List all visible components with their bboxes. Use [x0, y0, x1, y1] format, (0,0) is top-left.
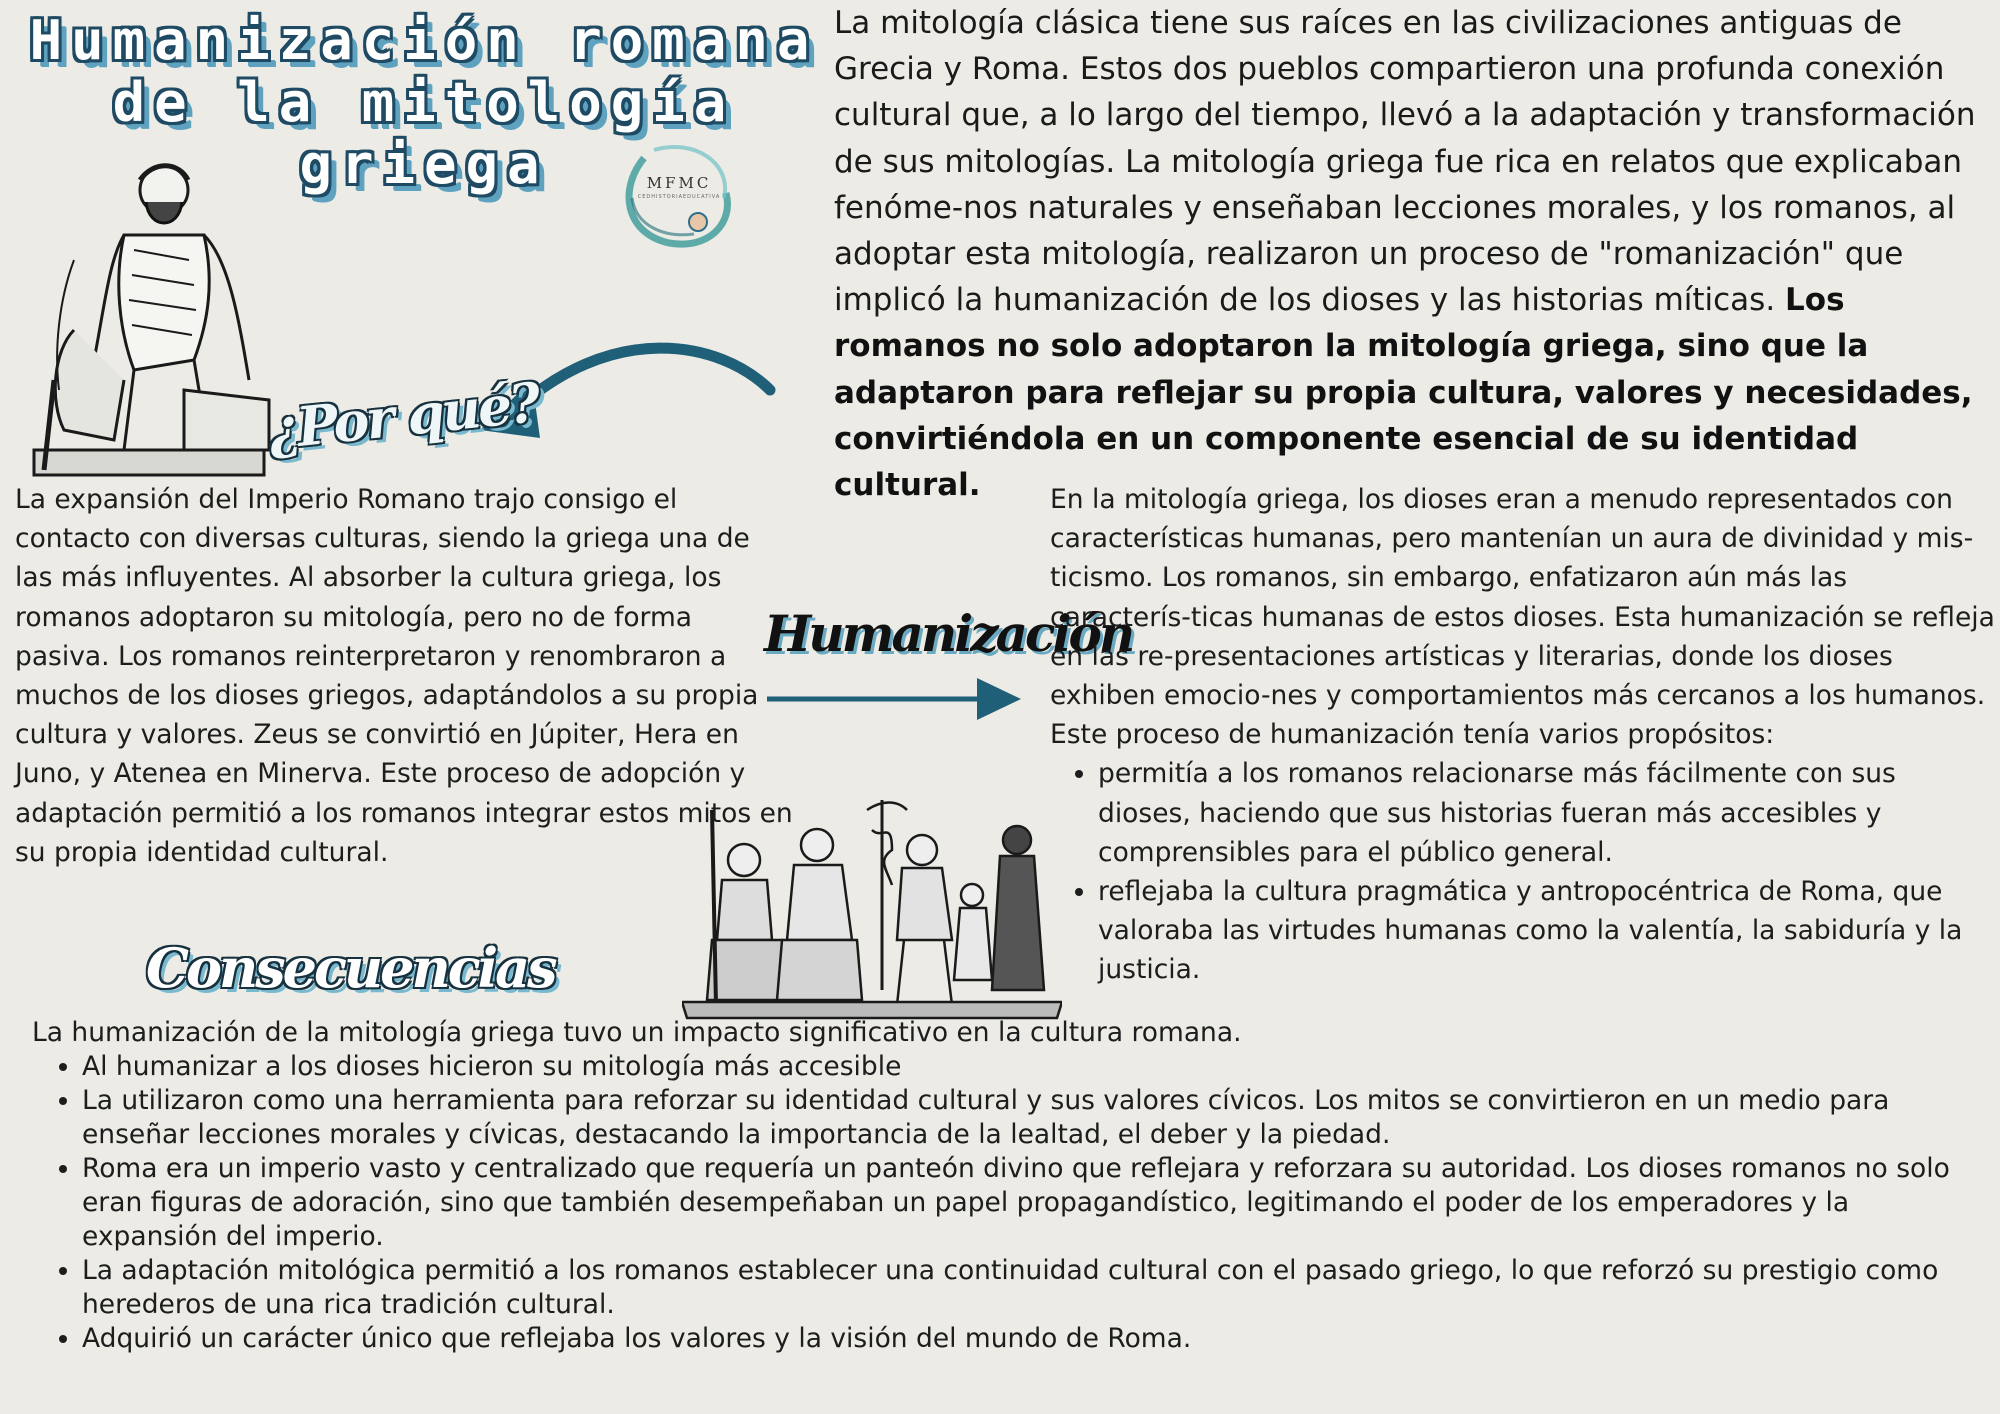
list-item: • permitía a los romanos relacionarse más fácilmente con sus dioses, haciendo que sus historias fueran más accesibles y comprensibles para el público general. [1098, 754, 1995, 872]
intro-bold-text: Los romanos no solo adoptaron la mitología griega, sino que la adaptaron para reflejar su propia cultura, valores y necesidades, convirtiéndola en un componente esencial de su identidad cultural. [834, 282, 1973, 504]
logo-subtext: CEDHISTORIAEDUCATIVA [637, 194, 721, 200]
consecuencias-list [32, 1050, 1982, 1356]
arrow-right-icon [765, 676, 1025, 722]
humanizacion-intro: Este proceso de humanización tenía varios propósitos: [1050, 719, 1775, 751]
porque-paragraph: La expansión del Imperio Romano trajo consigo el contacto con diversas culturas, siendo la griega una de las más influyentes. Al absorber la cultura griega, los romanos adoptaron su mitología, pero no de forma pasiva. Los romanos reinterpretaron y renombraron a muchos de los dioses griegos, adaptándolos a su propia cultura y valores. Zeus se convirtió en Júpiter, Hera en Juno, y Atenea en Minerva. Este proceso de adopción y adaptación permitió a los romanos integrar estos mitos en su propia identidad cultural. [15, 484, 793, 868]
heading-porque: ¿Por qué? [265, 370, 541, 462]
consecuencias-section [32, 1016, 1982, 1356]
list-item: • Roma era un imperio vasto y centralizado que requería un panteón divino que reflejara y reforzara su autoridad. Los dioses romanos no solo eran figuras de adoración, sino que también desempeñaban un papel propagandístico, legitimando el poder de los emperadores y la expansión del imperio. [82, 1152, 1982, 1254]
heading-consecuencias: Consecuencias [146, 936, 555, 1000]
list-item: • reflejaba la cultura pragmática y antropocéntrica de Roma, que valoraba las virtudes humanas como la valentía, la sabiduría y la justicia. [1098, 872, 1995, 990]
intro-text: La mitología clásica tiene sus raíces en las civilizaciones antiguas de Grecia y Roma. Estos dos pueblos compartieron una profunda conexión cultural que, a lo largo del tiempo, llevó a la adaptación y transformación de sus mitologías. La mitología griega fue rica en relatos que explicaban fenóme-nos naturales y enseñaban lecciones morales, y los romanos, al adoptar esta mitología, realizaron un proceso de "romanización" que implicó la humanización de los dioses y las historias míticas. [834, 5, 1976, 319]
heading-humanizacion: Humanización [764, 604, 1133, 663]
consecuencias-intro: La humanización de la mitología griega tuvo un impacto significativo en la cultura romana. [32, 1017, 1242, 1048]
humanizacion-paragraph: En la mitología griega, los dioses eran a menudo representados con características humanas, pero mantenían un aura de divinidad y mis-ticismo. Los romanos, sin embargo, enfatizaron aún más las caracterís-ticas humanas de estos dioses. Esta humanización se refleja en las re-presentaciones artísticas y literarias, donde los dioses exhiben emocio-nes y comportamientos más cercanos a los humanos. [1050, 484, 1995, 712]
logo [614, 138, 744, 254]
intro-paragraph [834, 0, 1989, 508]
title-line-1: Humanización romana [29, 9, 819, 72]
list-item: • Al humanizar a los dioses hicieron su mitología más accesible [82, 1050, 1982, 1084]
humanizacion-list [1050, 754, 1995, 989]
logo-text: MFMC [646, 174, 712, 192]
list-item: • La utilizaron como una herramienta para reforzar su identidad cultural y sus valores cívicos. Los mitos se convirtieron en un medio para enseñar lecciones morales y cívicas, destacando la importancia de la lealtad, el deber y la piedad. [82, 1084, 1982, 1152]
list-item: • Adquirió un carácter único que reflejaba los valores y la visión del mundo de Roma. [82, 1322, 1982, 1356]
zeus-statue-illustration [14, 150, 284, 480]
roman-gods-illustration [682, 790, 1062, 1020]
title-line-2: de la mitología griega [112, 71, 736, 196]
humanizacion-section [1050, 480, 1995, 990]
list-item: • La adaptación mitológica permitió a los romanos establecer una continuidad cultural con el pasado griego, lo que reforzó su prestigio como herederos de una rica tradición cultural. [82, 1254, 1982, 1322]
